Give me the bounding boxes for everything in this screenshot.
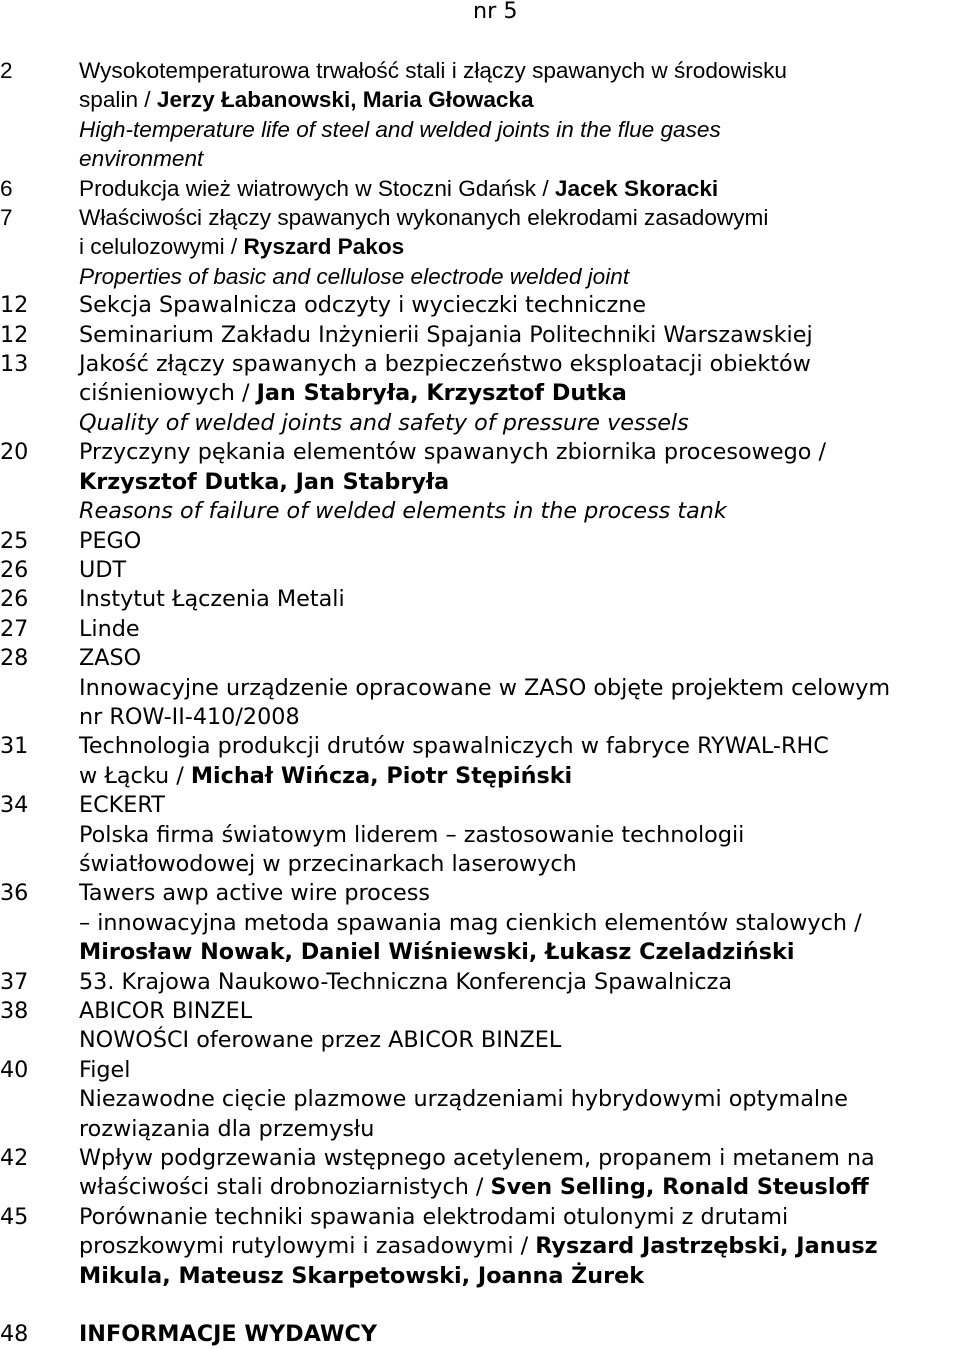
entry-text bbox=[79, 1320, 960, 1349]
title-line bbox=[79, 1144, 960, 1173]
entry-text bbox=[79, 527, 960, 556]
title-text: Wpływ podgrzewania wstępnego acetylenem, propanem i metanem na bbox=[79, 1145, 875, 1172]
title-line bbox=[79, 850, 960, 879]
entry-text bbox=[79, 879, 960, 967]
title-text: Wysokotemperaturowa trwałość stali i złączy spawanych w środowisku bbox=[79, 58, 787, 83]
title-line bbox=[79, 1056, 960, 1085]
page-number: 34 bbox=[0, 792, 29, 819]
toc-entry bbox=[0, 556, 960, 585]
title-text: proszkowymi rutylowymi i zasadowymi / bbox=[79, 1233, 536, 1260]
entry-text bbox=[79, 56, 960, 174]
title-text: Seminarium Zakładu Inżynierii Spajania Politechniki Warszawskiej bbox=[79, 321, 813, 348]
title-line bbox=[79, 1085, 960, 1114]
toc-entry bbox=[0, 174, 960, 203]
page-number: 36 bbox=[0, 880, 29, 907]
title-text: spalin / bbox=[79, 87, 157, 113]
title-text: ECKERT bbox=[79, 792, 165, 819]
page-number: 28 bbox=[0, 645, 29, 672]
title-text: – innowacyjna metoda spawania mag cienkich elementów stalowych / bbox=[79, 909, 862, 936]
title-line bbox=[79, 1173, 960, 1202]
title-line bbox=[79, 1320, 960, 1349]
entry-text bbox=[79, 291, 960, 320]
authors: Jan Stabryła, Krzysztof Dutka bbox=[256, 380, 627, 407]
authors: Sven Selling, Ronald Steusloff bbox=[490, 1174, 869, 1201]
page-number: 12 bbox=[0, 321, 29, 348]
page-number: 20 bbox=[0, 439, 29, 466]
english-title-line bbox=[79, 497, 960, 526]
title-line bbox=[79, 585, 960, 614]
entry-text bbox=[79, 1056, 960, 1144]
title-line bbox=[79, 644, 960, 673]
entry-text bbox=[79, 585, 960, 614]
toc-entry bbox=[0, 968, 960, 997]
toc-entry bbox=[0, 291, 960, 320]
toc-entry bbox=[0, 1203, 960, 1291]
title-line bbox=[79, 85, 960, 114]
title-line bbox=[79, 909, 960, 938]
toc-entry bbox=[0, 350, 960, 438]
title-line bbox=[79, 232, 960, 261]
entry-text bbox=[79, 997, 960, 1056]
title-text: UDT bbox=[79, 556, 127, 583]
authors: Jerzy Łabanowski, Maria Głowacka bbox=[156, 87, 534, 113]
entry-text bbox=[79, 350, 960, 438]
title-line bbox=[79, 527, 960, 556]
authors: Krzysztof Dutka, Jan Stabryła bbox=[79, 468, 450, 495]
section-spacer bbox=[0, 1291, 960, 1320]
title-line bbox=[79, 438, 960, 467]
title-line bbox=[79, 379, 960, 408]
title-text: nr ROW-II-410/2008 bbox=[79, 703, 300, 730]
page-number: 12 bbox=[0, 292, 29, 319]
toc-entry bbox=[0, 527, 960, 556]
title-line bbox=[79, 732, 960, 761]
title-line bbox=[79, 821, 960, 850]
title-line bbox=[79, 203, 960, 232]
title-text: Technologia produkcji drutów spawalniczych w fabryce RYWAL-RHC bbox=[79, 733, 829, 760]
entry-text bbox=[79, 203, 960, 291]
page-number: 6 bbox=[0, 175, 13, 201]
title-text: Innowacyjne urządzenie opracowane w ZASO objęte projektem celowym bbox=[79, 674, 891, 701]
english-title-line bbox=[79, 409, 960, 438]
entry-text bbox=[79, 968, 960, 997]
title-text: Produkcja wież wiatrowych w Stoczni Gdańsk / bbox=[79, 175, 555, 201]
title-text: Instytut Łączenia Metali bbox=[79, 586, 345, 613]
page-number: 38 bbox=[0, 998, 29, 1024]
title-text: ZASO bbox=[79, 645, 142, 672]
issue-number: nr 5 bbox=[473, 0, 518, 24]
entry-text bbox=[79, 438, 960, 526]
toc-entry bbox=[0, 615, 960, 644]
title-text: Sekcja Spawalnicza odczyty i wycieczki techniczne bbox=[79, 292, 647, 319]
page-number: 48 bbox=[0, 1321, 29, 1348]
authors: Mirosław Nowak, Daniel Wiśniewski, Łukasz Czeladziński bbox=[79, 939, 795, 966]
authors: Jacek Skoracki bbox=[554, 175, 719, 201]
toc-entry bbox=[0, 732, 960, 791]
toc-entry bbox=[0, 585, 960, 614]
title-text: PEGO bbox=[79, 527, 142, 554]
authors: Ryszard Pakos bbox=[243, 234, 405, 260]
title-text: ciśnieniowych / bbox=[79, 380, 257, 407]
title-text: Jakość złączy spawanych a bezpieczeństwo eksploatacji obiektów bbox=[79, 351, 811, 378]
title-line bbox=[79, 1203, 960, 1232]
title-text: Quality of welded joints and safety of pressure vessels bbox=[79, 409, 689, 436]
toc-entry bbox=[0, 56, 960, 174]
title-line bbox=[79, 938, 960, 967]
page-number: 45 bbox=[0, 1203, 29, 1230]
toc-entry bbox=[0, 1320, 960, 1349]
authors: Mikula, Mateusz Skarpetowski, Joanna Żurek bbox=[79, 1262, 645, 1289]
title-line bbox=[79, 556, 960, 585]
page-number: 2 bbox=[0, 58, 13, 83]
title-text: rozwiązania dla przemysłu bbox=[79, 1115, 375, 1142]
title-line bbox=[79, 1026, 960, 1055]
title-text: właściwości stali drobnoziarnistych / bbox=[79, 1174, 491, 1201]
entry-text bbox=[79, 556, 960, 585]
title-text: Właściwości złączy spawanych wykonanych elekrodami zasadowymi bbox=[79, 205, 769, 231]
page-number: 31 bbox=[0, 733, 29, 760]
title-line bbox=[79, 762, 960, 791]
entry-text bbox=[79, 615, 960, 644]
title-line bbox=[79, 674, 960, 703]
title-line bbox=[79, 291, 960, 320]
title-text: Porównanie techniki spawania elektrodami otulonymi z drutami bbox=[79, 1203, 789, 1230]
toc-entry bbox=[0, 791, 960, 879]
title-text: environment bbox=[79, 146, 204, 172]
page-number: 42 bbox=[0, 1145, 29, 1172]
toc-entry bbox=[0, 438, 960, 526]
toc-entry bbox=[0, 1056, 960, 1144]
title-line bbox=[79, 997, 960, 1026]
authors: Ryszard Jastrzębski, Janusz bbox=[535, 1233, 878, 1260]
title-text: Niezawodne cięcie plazmowe urządzeniami hybrydowymi optymalne bbox=[79, 1086, 848, 1113]
title-text: Figel bbox=[79, 1056, 131, 1083]
entry-text bbox=[79, 321, 960, 350]
title-line bbox=[79, 468, 960, 497]
title-text: High-temperature life of steel and welded joints in the flue gases bbox=[79, 116, 721, 142]
toc-entry bbox=[0, 321, 960, 350]
title-line bbox=[79, 1262, 960, 1291]
page-number: 26 bbox=[0, 586, 29, 613]
title-line bbox=[79, 174, 960, 203]
title-text: NOWOŚCI oferowane przez ABICOR BINZEL bbox=[79, 1027, 562, 1054]
title-text: Tawers awp active wire process bbox=[79, 880, 431, 907]
page-number: 25 bbox=[0, 527, 29, 554]
english-title-line bbox=[79, 115, 960, 144]
title-line bbox=[79, 703, 960, 732]
title-text: Reasons of failure of welded elements in the process tank bbox=[79, 498, 727, 525]
title-line bbox=[79, 615, 960, 644]
title-text: Properties of basic and cellulose electrode welded joint bbox=[79, 263, 630, 289]
entry-text bbox=[79, 791, 960, 879]
entry-text bbox=[79, 174, 960, 203]
title-text: 53. Krajowa Naukowo-Techniczna Konferencja Spawalnicza bbox=[79, 968, 733, 995]
entry-text bbox=[79, 1203, 960, 1291]
title-text: Polska firma światowym liderem – zastosowanie technologii bbox=[79, 821, 745, 848]
toc-entry bbox=[0, 203, 960, 291]
toc-entry bbox=[0, 997, 960, 1056]
entry-text bbox=[79, 732, 960, 791]
title-text: Linde bbox=[79, 615, 140, 642]
table-of-contents bbox=[0, 56, 960, 1349]
title-text: światłowodowej w przecinarkach laserowych bbox=[79, 850, 577, 877]
page-number: 37 bbox=[0, 968, 29, 995]
english-title-line bbox=[79, 262, 960, 291]
title-line bbox=[79, 1232, 960, 1261]
toc-entry bbox=[0, 644, 960, 732]
title-line bbox=[79, 321, 960, 350]
title-line bbox=[79, 879, 960, 908]
entry-text bbox=[79, 644, 960, 732]
page-number: 26 bbox=[0, 556, 29, 583]
english-title-line bbox=[79, 144, 960, 173]
title-text: Przyczyny pękania elementów spawanych zbiornika procesowego / bbox=[79, 439, 826, 466]
title-line bbox=[79, 1115, 960, 1144]
authors: Michał Wińcza, Piotr Stępiński bbox=[190, 762, 573, 789]
title-line bbox=[79, 791, 960, 820]
page-number: 27 bbox=[0, 615, 29, 642]
title-text: w Łącku / bbox=[79, 762, 191, 789]
title-line bbox=[79, 968, 960, 997]
toc-entry bbox=[0, 879, 960, 967]
section-heading: INFORMACJE WYDAWCY bbox=[79, 1321, 378, 1348]
entry-text bbox=[79, 1144, 960, 1203]
title-text: i celulozowymi / bbox=[79, 234, 244, 260]
page-number: 7 bbox=[0, 205, 13, 231]
title-text: ABICOR BINZEL bbox=[79, 998, 253, 1024]
title-line bbox=[79, 350, 960, 379]
title-line bbox=[79, 56, 960, 85]
page-number: 40 bbox=[0, 1056, 29, 1083]
page-number: 13 bbox=[0, 351, 29, 378]
toc-entry bbox=[0, 1144, 960, 1203]
